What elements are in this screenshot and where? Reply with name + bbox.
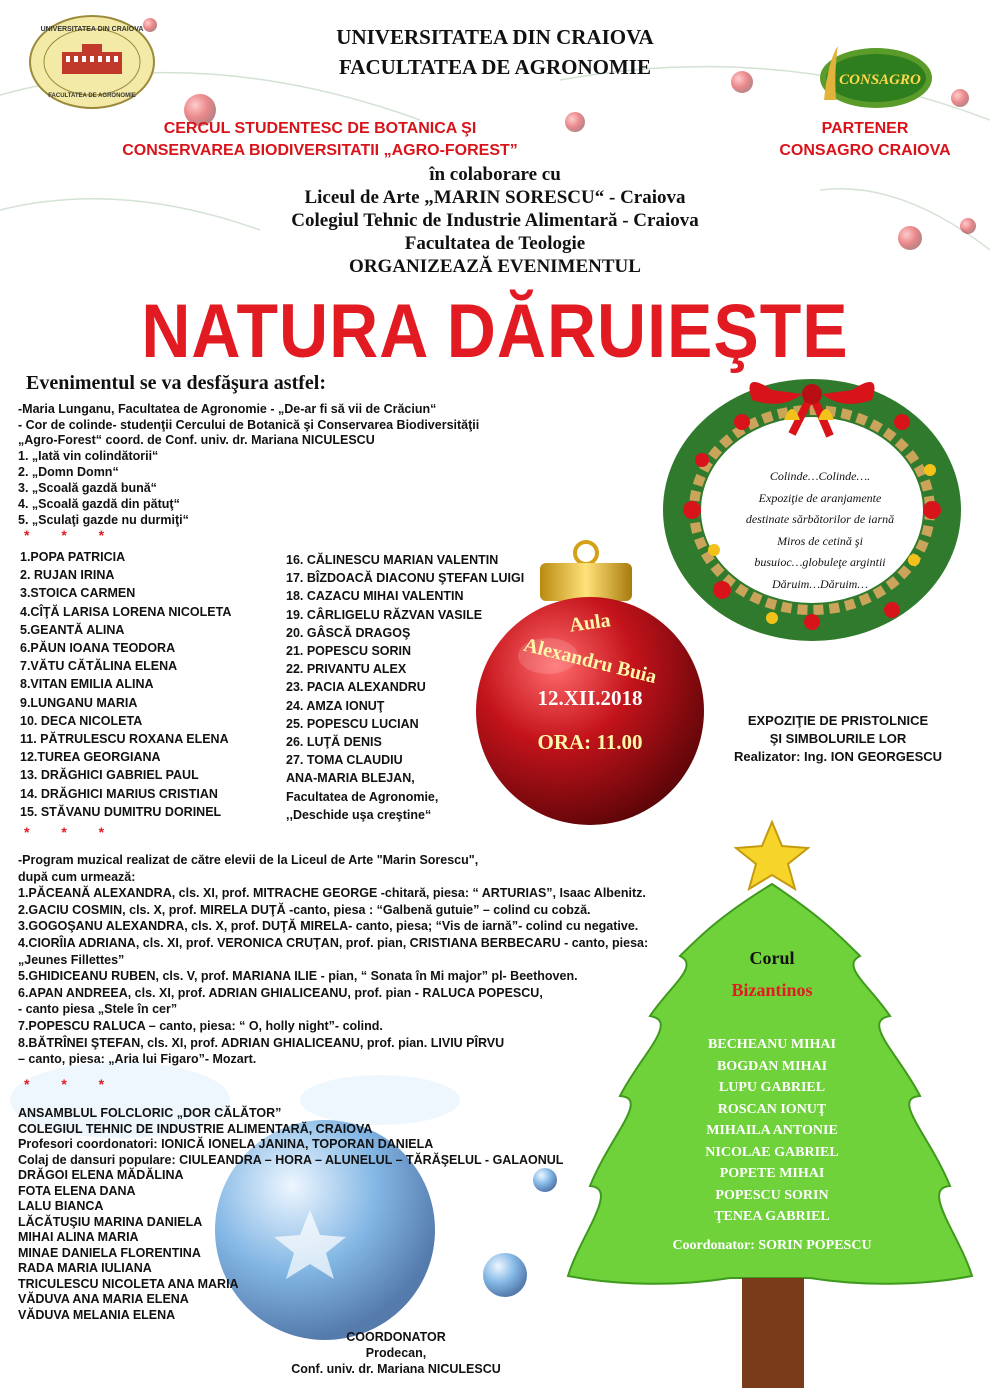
exhibition-realizator: Realizator: Ing. ION GEORGESCU [733, 749, 943, 764]
wreath-line: destinate sărbătorilor de iarnă [745, 512, 895, 527]
carol-item: 5. „Sculaţi gazde nu durmiţi“ [18, 513, 189, 527]
coordinator-label: COORDONATOR [346, 1330, 446, 1344]
exhibition-line-2: ŞI SIMBOLURILE LOR [769, 731, 907, 746]
intro-line: -Maria Lunganu, Facultatea de Agronomie - „De-ar fi să vii de Crăciun“ [18, 402, 437, 416]
partner-label: PARTENER [821, 120, 909, 137]
exhibition-line-1: EXPOZIŢIE DE PRISTOLNICE [747, 713, 929, 728]
list-item: 2. RUJAN IRINA [20, 568, 115, 583]
list-item: 26. LUŢĂ DENIS [286, 735, 382, 750]
organizer-line-2: CONSERVAREA BIODIVERSITATII „AGRO-FOREST” [122, 142, 518, 159]
list-item: 18. CAZACU MIHAI VALENTIN [286, 589, 464, 604]
wreath-line: Expoziţie de aranjamente [758, 490, 882, 505]
music-line: - canto piesa „Stele în cer” [18, 1002, 178, 1017]
music-line: -Program muzical realizat de către elevii de la Liceul de Arte "Marin Sorescu", [18, 853, 479, 867]
folk-line: MINAE DANIELA FLORENTINA [18, 1245, 201, 1260]
list-item: 5.GEANTĂ ALINA [20, 622, 125, 637]
music-line: 1.PĂCEANĂ ALEXANDRA, cls. XI, prof. MITRACHE GEORGE -chitară, piesa: “ ARTURIAS”, Isaac Albenitz. [18, 886, 646, 901]
folk-line: FOTA ELENA DANA [18, 1183, 136, 1198]
wreath-line: Dăruim…Dăruim… [771, 576, 868, 591]
collaboration-partner-1: Liceul de Arte „MARIN SORESCU“ - Craiova [304, 187, 686, 208]
wreath-line: busuioc…globuleţe argintii [754, 555, 886, 570]
choir-member: POPESCU SORIN [715, 1187, 829, 1203]
list-item: 6.PĂUN IOANA TEODORA [20, 641, 176, 656]
music-line: 3.GOGOŞANU ALEXANDRA, cls. X, prof. DUŢĂ MIRELA- canto, piesa; “Vis de iarnă”- colind cu negative. [18, 919, 639, 934]
event-date: 12.XII.2018 [537, 686, 643, 710]
folk-line: DRĂGOI ELENA MĂDĂLINA [18, 1168, 184, 1182]
partner-block [740, 118, 990, 162]
list-item: 16. CĂLINESCU MARIAN VALENTIN [286, 553, 499, 567]
choir-member: MIHAILA ANTONIE [706, 1123, 838, 1138]
music-line: – canto, piesa: „Aria lui Figaro”- Mozart. [18, 1052, 257, 1067]
logo-text-bottom: FACULTATEA DE AGRONOMIE [48, 93, 136, 99]
choir-list-left [20, 548, 231, 821]
list-item: 21. POPESCU SORIN [286, 644, 412, 659]
music-line: 2.GACIU COSMIN, cls. X, prof. MIRELA DUŢĂ -canto, piesa : “Galbenă gutuie” – colind cu cobză. [18, 902, 591, 917]
list-item: 1.POPA PATRICIA [20, 550, 126, 564]
collaboration-partner-2: Colegiul Tehnic de Industrie Alimentară - Craiova [291, 210, 699, 231]
wreath-line: Colinde…Colinde…. [769, 469, 871, 483]
choir-member: BOGDAN MIHAI [716, 1058, 828, 1074]
program-intro [18, 402, 598, 449]
carol-item: 3. „Scoală gazdă bună“ [18, 481, 157, 495]
partner-name: CONSAGRO CRAIOVA [779, 142, 951, 159]
music-line: 5.GHIDICEANU RUBEN, cls. V, prof. MARIANA ILIE - pian, “ Sonata în Mi major” pl- Beethoven. [18, 969, 578, 984]
folk-line: LALU BIANCA [18, 1199, 104, 1213]
choir-name: Bizantinos [731, 980, 813, 1000]
list-item: 12.TUREA GEORGIANA [20, 750, 161, 765]
list-item: Facultatea de Agronomie, [286, 789, 439, 804]
carol-item: 2. „Domn Domn“ [18, 465, 119, 479]
list-item: 27. TOMA CLAUDIU [286, 753, 403, 768]
choir-member: NICOLAE GABRIEL [705, 1144, 839, 1160]
list-item: 19. CÂRLIGELU RĂZVAN VASILE [286, 607, 483, 622]
star-separator: * * * [24, 527, 119, 543]
list-item: 20. GÂSCĂ DRAGOŞ [286, 625, 411, 640]
choir-member: ROSCAN IONUŢ [717, 1101, 827, 1117]
consagro-logo-text: CONSAGRO [839, 72, 921, 88]
folk-line: RADA MARIA IULIANA [18, 1261, 152, 1275]
program-heading: Evenimentul se va desfăşura astfel: [26, 372, 326, 394]
exhibition-block [690, 712, 986, 766]
wreath-message [730, 466, 910, 596]
music-line: după cum urmează: [18, 869, 136, 884]
organizer-circle [0, 118, 640, 162]
star-separator: * * * [24, 824, 119, 840]
venue-hall-name: Alexandru Buia [521, 633, 659, 689]
choir-member: LUPU GABRIEL [718, 1080, 826, 1095]
folk-line: MIHAI ALINA MARIA [18, 1230, 139, 1244]
wreath-line: Miros de cetină şi [777, 533, 863, 548]
logo-text-top: UNIVERSITATEA DIN CRAIOVA [40, 26, 144, 33]
star-separator: * * * [24, 1076, 119, 1092]
list-item: 15. STĂVANU DUMITRU DORINEL [20, 804, 222, 819]
list-item: 25. POPESCU LUCIAN [286, 716, 419, 731]
choir-member: POPETE MIHAI [719, 1166, 825, 1181]
list-item: 14. DRĂGHICI MARIUS CRISTIAN [20, 786, 218, 801]
choir-label: Corul [749, 948, 795, 968]
faculty-name: FACULTATEA DE AGRONOMIE [339, 55, 651, 79]
list-item: 9.LUNGANU MARIA [20, 695, 138, 710]
venue-aula: Aula [568, 609, 612, 637]
folk-line: VĂDUVA ANA MARIA ELENA [18, 1292, 189, 1306]
folk-line: Colaj de dansuri populare: CIULEANDRA – HORA – ALUNELUL – TĂRĂŞELUL - GALAONUL [18, 1152, 564, 1167]
organizes-event: ORGANIZEAZĂ EVENIMENTUL [349, 256, 641, 277]
list-item: 3.STOICA CARMEN [20, 586, 136, 601]
collaboration-block [0, 163, 990, 278]
choir-member: BECHEANU MIHAI [708, 1037, 836, 1052]
list-item: 23. PACIA ALEXANDRU [286, 680, 426, 695]
folk-line: Profesori coordonatori: IONICĂ IONELA JANINA, TOPORAN DANIELA [18, 1137, 434, 1151]
choir-coordinator: Coordonator: SORIN POPESCU [672, 1238, 872, 1253]
list-item: 4.CÎŢĂ LARISA LORENA NICOLETA [20, 604, 232, 619]
list-item: 10. DECA NICOLETA [20, 713, 143, 728]
carol-item: 4. „Scoală gazdă din pătuţ“ [18, 497, 180, 511]
coordinator-block [286, 1329, 506, 1377]
folk-line: LĂCĂTUŞIU MARINA DANIELA [18, 1214, 203, 1229]
list-item: 17. BÎZDOACĂ DIACONU ŞTEFAN LUIGI [286, 571, 525, 586]
coordinator-name: Conf. univ. dr. Mariana NICULESCU [291, 1362, 501, 1376]
consagro-logo [814, 40, 934, 112]
list-item: 24. AMZA IONUŢ [286, 698, 385, 713]
collaboration-intro: în colaborare cu [429, 164, 561, 185]
list-item: 8.VITAN EMILIA ALINA [20, 677, 154, 692]
folk-line: TRICULESCU NICOLETA ANA MARIA [18, 1276, 239, 1291]
choir-member: ŢENEA GABRIEL [714, 1209, 830, 1224]
music-line: 6.APAN ANDREEA, cls. XI, prof. ADRIAN GHIALICEANU, prof. pian - RALUCA POPESCU, [18, 985, 543, 1000]
collaboration-partner-3: Facultatea de Teologie [404, 233, 586, 254]
university-name: UNIVERSITATEA DIN CRAIOVA [336, 25, 654, 49]
intro-line: „Agro-Forest“ coord. de Conf. univ. dr. Mariana NICULESCU [18, 433, 375, 447]
list-item: ANA-MARIA BLEJAN, [286, 771, 415, 786]
music-program [18, 852, 738, 1068]
music-line: 4.CIORÎIA ADRIANA, cls. XI, prof. VERONICA CRUŢAN, prof. pian, CRISTIANA BERBECARU - canto, piesa: [18, 935, 649, 950]
organizer-line-1: CERCUL STUDENTESC DE BOTANICA ŞI [163, 120, 477, 137]
music-line: 8.BĂTRÎNEI ŞTEFAN, cls. XI, prof. ADRIAN GHIALICEANU, prof. pian. LIVIU PÎRVU [18, 1035, 505, 1050]
intro-line: - Cor de colinde- studenţii Cercului de Botanică şi Conservarea Biodiversităţii [18, 417, 480, 432]
list-item: 11. PĂTRULESCU ROXANA ELENA [20, 732, 229, 747]
folk-line: COLEGIUL TEHNIC DE INDUSTRIE ALIMENTARĂ, CRAIOVA [18, 1121, 373, 1136]
event-title: NATURA DĂRUIEŞTE [141, 288, 849, 374]
list-item: 7.VĂTU CĂTĂLINA ELENA [20, 659, 178, 674]
music-line: 7.POPESCU RALUCA – canto, piesa: “ O, holly night”- colind. [18, 1018, 383, 1033]
folk-line: VĂDUVA MELANIA ELENA [18, 1307, 176, 1322]
event-time: ORA: 11.00 [537, 730, 643, 754]
list-item: 13. DRĂGHICI GABRIEL PAUL [20, 768, 199, 783]
folk-line: ANSAMBLUL FOLCLORIC „DOR CĂLĂTOR” [18, 1106, 282, 1120]
list-item: 22. PRIVANTU ALEX [286, 662, 407, 677]
carol-item: 1. „Iată vin colindătorii“ [18, 449, 159, 463]
folk-ensemble [18, 1106, 563, 1323]
music-line: „Jeunes Fillettes” [18, 952, 125, 967]
list-item: ,,Deschide uşa creştine“ [286, 807, 432, 822]
coordinator-role: Prodecan, [365, 1346, 427, 1360]
carol-list [18, 448, 189, 528]
